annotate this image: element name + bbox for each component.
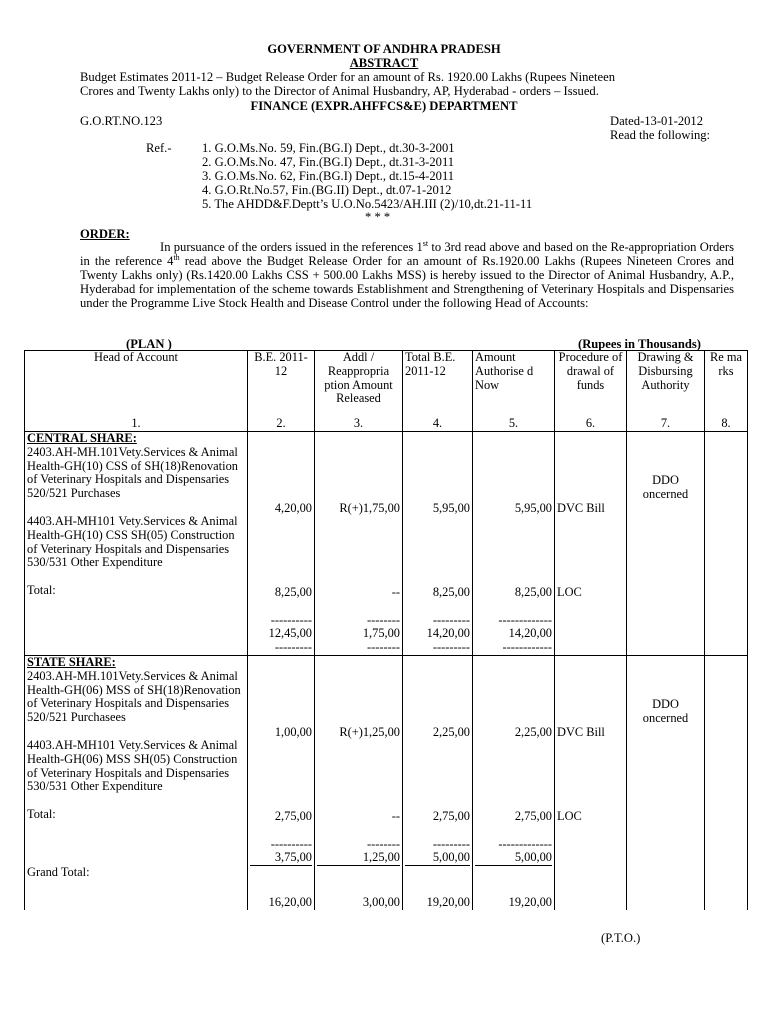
grand-total-total: 19,20,00 <box>426 895 470 910</box>
order-heading: ORDER: <box>80 227 130 241</box>
state-share-section <box>25 655 748 909</box>
col-remarks: Re ma rks 8. <box>705 351 748 432</box>
central-ddo-cell: DDO oncerned <box>627 432 705 656</box>
units-label: (Rupees in Thousands) <box>578 337 701 351</box>
central-auth-cell: 5,95,00 8,25,00 ------------- 14,20,00 ------------ <box>473 432 555 656</box>
col-authorised: Amount Authorise d Now 5. <box>473 351 555 432</box>
state-addl-cell: R(+)1,25,00 -- -------- 1,25,00 3,00,00 <box>315 655 403 909</box>
state-proc-cell: DVC Bill LOC <box>555 655 627 909</box>
state-share-title: STATE SHARE: <box>27 654 116 669</box>
department-name: FINANCE (EXPR.AHFFCS&E) DEPARTMENT <box>250 99 518 113</box>
col-addl: Addl / Reappropria ption Amount Released 3. <box>315 351 403 432</box>
table-header-row <box>25 351 748 432</box>
central-be-cell: 4,20,00 8,25,00 ---------- 12,45,00 --------- <box>248 432 315 656</box>
reference-item: 2. G.O.Ms.No. 47, Fin.(BG.I) Dept., dt.31-3-2011 <box>202 155 455 169</box>
pto-note: (P.T.O.) <box>601 931 641 945</box>
state-row1-head: 2403.AH-MH.101Vety.Services & Animal Health-GH(06) MSS of SH(18)Renovation of Veterinary Hospitals and Dispensaries 520/521 Purchasees <box>27 668 241 725</box>
go-number: G.O.RT.NO.123 <box>80 114 163 128</box>
state-auth-cell: 2,25,00 2,75,00 ------------- 5,00,00 19,20,00 <box>473 655 555 909</box>
grand-total-addl: 3,00,00 <box>362 895 400 910</box>
col-total-be: Total B.E. 2011-12 4. <box>403 351 473 432</box>
state-total-label: Total: <box>27 807 56 822</box>
central-proc-cell: DVC Bill LOC <box>555 432 627 656</box>
state-head-cell <box>25 655 248 909</box>
state-ddo-cell: DDO oncerned <box>627 655 705 909</box>
col-be: B.E. 2011-12 2. <box>248 351 315 432</box>
central-share-title: CENTRAL SHARE: <box>27 431 137 445</box>
central-head-cell <box>25 432 248 656</box>
central-remarks-cell <box>705 432 748 656</box>
references-label: Ref.- <box>146 141 172 155</box>
central-addl-cell: R(+)1,75,00 -- -------- 1,75,00 -------- <box>315 432 403 656</box>
reference-item: 1. G.O.Ms.No. 59, Fin.(BG.I) Dept., dt.30-3-2001 <box>202 141 455 155</box>
state-remarks-cell <box>705 655 748 909</box>
order-paragraph: In pursuance of the orders issued in the references 1st to 3rd read above and based on the Re-appropriation Orders in the reference 4th read above the Budget Release Order for an amount of Rs.1920.00 Lakhs (Rupees Nineteen Crores and Twenty Lakhs only) (Rs.1420.00 Lakhs CSS + 500.00 Lakhs MSS) is hereby issued to the Director of Animal Husbandry, A.P., Hyderabad for implementation of the scheme towards Establishment and Strengthening of Veterinary Hospitals and Dispensaries under the Programme Live Stock Health and Disease Control under the following Head of Accounts: <box>80 238 734 310</box>
separator-stars: * * * <box>365 210 391 224</box>
government-title: GOVERNMENT OF ANDHRA PRADESH <box>267 42 501 56</box>
go-date: Dated-13-01-2012 <box>610 114 704 128</box>
state-row2-head: 4403.AH-MH101 Vety.Services & Animal Health-GH(06) MSS SH(05) Construction of Veterinary Hospitals and Dispensaries 530/531 Other Expenditure <box>27 737 238 794</box>
subject-line-2: Crores and Twenty Lakhs only) to the Director of Animal Husbandry, AP, Hyderabad - orders – Issued. <box>80 84 599 98</box>
col-head-account: Head of Account 1. <box>25 351 248 432</box>
state-be-cell: 1,00,00 2,75,00 ---------- 3,75,00 16,20,00 <box>248 655 315 909</box>
central-share-section <box>25 432 748 656</box>
reference-item: 5. The AHDD&F.Deptt’s U.O.No.5423/AH.III (2)/10,dt.21-11-11 <box>202 197 533 211</box>
central-total-label: Total: <box>27 583 56 598</box>
col-procedure: Procedure of drawal of funds 6. <box>555 351 627 432</box>
central-row1-head: 2403.AH-MH.101Vety.Services & Animal Health-GH(10) CSS of SH(18)Renovation of Veterinary Hospitals and Dispensaries 520/521 Purchases <box>27 444 238 501</box>
reference-item: 3. G.O.Ms.No. 62, Fin.(BG.I) Dept., dt.15-4-2011 <box>202 169 455 183</box>
reference-item: 4. G.O.Rt.No.57, Fin.(BG.II) Dept., dt.07-1-2012 <box>202 183 452 197</box>
central-row2-head: 4403.AH-MH101 Vety.Services & Animal Health-GH(10) CSS SH(05) Construction of Veterinary Hospitals and Dispensaries 530/531 Other Expenditure <box>27 513 238 570</box>
subject-line-1: Budget Estimates 2011-12 – Budget Release Order for an amount of Rs. 1920.00 Lakhs (Rupees Nineteen <box>80 70 616 84</box>
grand-total-be: 16,20,00 <box>268 895 312 910</box>
state-total-cell: 2,25,00 2,75,00 --------- 5,00,00 19,20,00 <box>403 655 473 909</box>
central-total-cell: 5,95,00 8,25,00 --------- 14,20,00 --------- <box>403 432 473 656</box>
col-ddo: Drawing & Disbursing Authority 7. <box>627 351 705 432</box>
budget-table <box>24 350 748 910</box>
plan-label: (PLAN ) <box>126 337 172 351</box>
abstract-heading: ABSTRACT <box>349 56 419 70</box>
read-following: Read the following: <box>610 128 711 142</box>
grand-total-label: Grand Total: <box>27 864 90 879</box>
grand-total-auth: 19,20,00 <box>508 895 552 910</box>
